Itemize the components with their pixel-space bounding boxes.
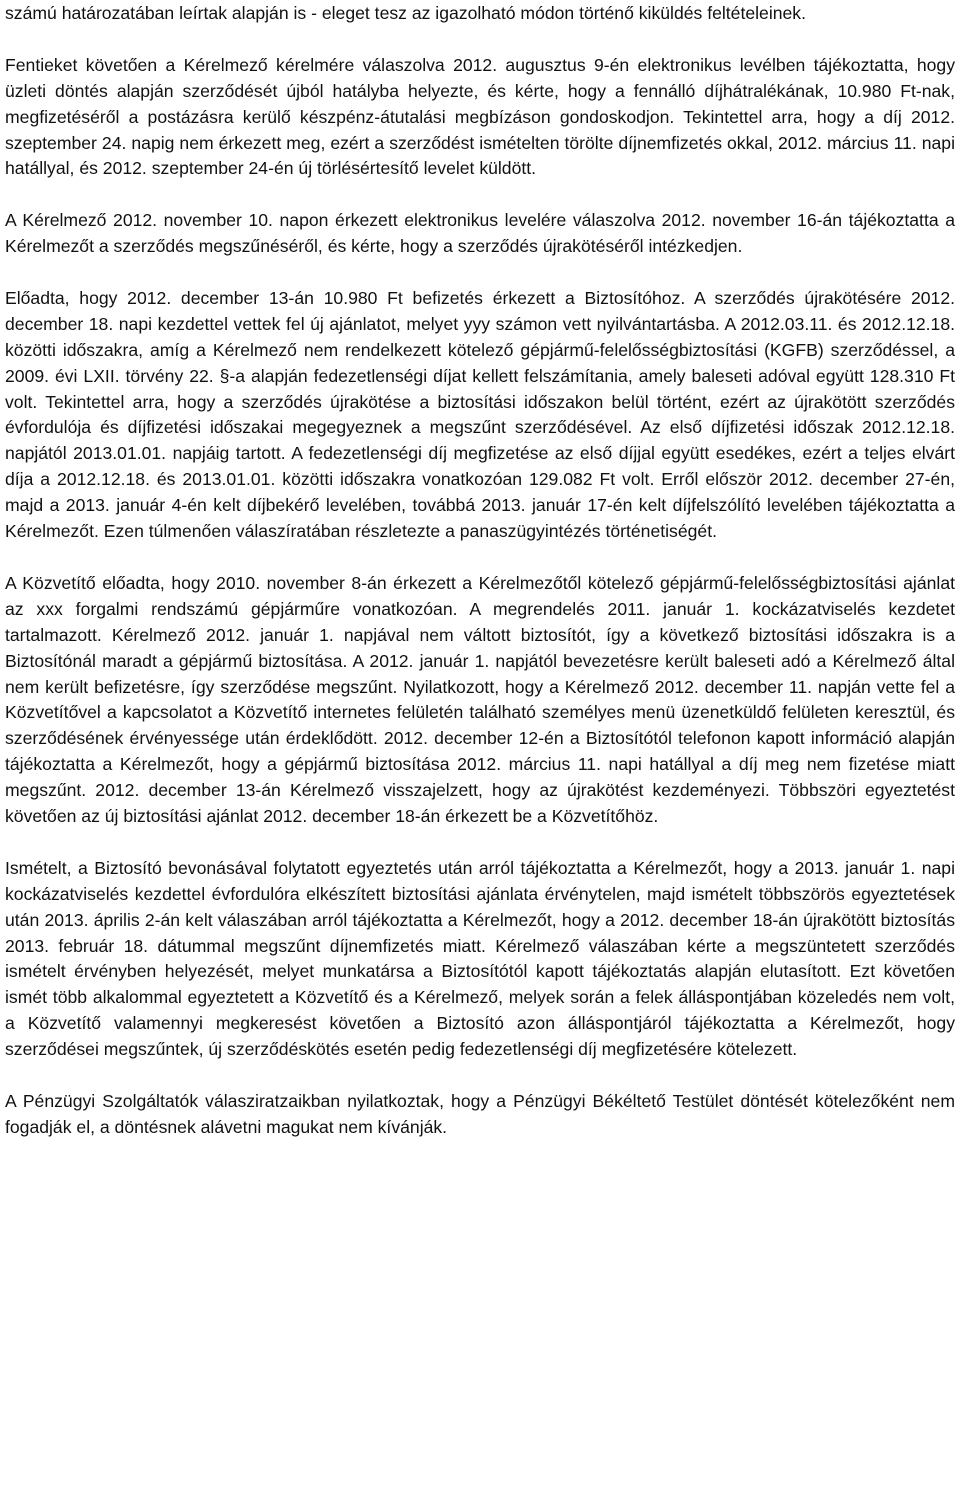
- paragraph-7: A Pénzügyi Szolgáltatók válasziratzaikban nyilatkoztak, hogy a Pénzügyi Békéltető Testület döntését kötelezőként nem fogadják el, a döntésnek alávetni magukat nem kívánják.: [5, 1090, 955, 1137]
- paragraph-4: Előadta, hogy 2012. december 13-án 10.980 Ft befizetés érkezett a Biztosítóhoz. A szerződés újrakötésére 2012. december 18. napi kezdettel vettek fel új ajánlatot, melyet yyy számon vett nyilvántartásba. A 2012.03.11. és 2012.12.18. közötti időszakra, amíg a Kérelmező nem rendelkezett kötelező gépjármű-felelősségbiztosítási (KGFB) szerződéssel, a 2009. évi LXII. törvény 22. §-a alapján fedezetlenségi díjat kellett felszámítania, amely baleseti adóval együtt 128.310 Ft volt. Tekintettel arra, hogy a szerződés újrakötése a biztosítási időszakon belül történt, ezért az újrakötött szerződés évfordulója és díjfizetési időszakai megegyeznek a megszűnt szerződésével. Az első díjfizetési időszak 2012.12.18. napjától 2013.01.01. napjáig tartott. A fedezetlenségi díj megfizetése az első díjjal együtt esedékes, ezért a teljes elvárt díja a 2012.12.18. és 2013.01.01. közötti időszakra vonatkozóan 129.082 Ft volt. Erről először 2012. december 27-én, majd a 2013. január 4-én kelt díjbekérő levelében, továbbá 2013. január 17-én kelt díjfelszólító levelében tájékoztatta a Kérelmezőt. Ezen túlmenően válaszíratában részletezte a panaszügyintézés történetiségét.: [5, 287, 955, 542]
- paragraph-3: A Kérelmező 2012. november 10. napon érkezett elektronikus levelére válaszolva 2012. november 16-án tájékoztatta a Kérelmezőt a szerződés megszűnéséről, és kérte, hogy a szerződés újrakötéséről intézkedjen.: [5, 210, 955, 257]
- paragraph-6: Ismételt, a Biztosító bevonásával folytatott egyeztetés után arról tájékoztatta a Kérelmezőt, hogy a 2013. január 1. napi kockázatviselés kezdettel évfordulóra elkészített biztosítási ajánlata érvénytelen, majd ismételt többszörös egyeztetések után 2013. április 2-án kelt válaszában arról tájékoztatta a Kérelmezőt, hogy a 2012. december 18-án újrakötött biztosítás 2013. február 18. dátummal megszűnt díjnemfizetés miatt. Kérelmező válaszában kérte a megszüntetett szerződés ismételt érvényben helyezését, melyet munkatársa a Biztosítótól kapott tájékoztatás alapján elutasított. Ezt követően ismét több alkalommal egyeztetett a Közvetítő és a Kérelmező, melyek során a felek álláspontjában közeledés nem volt, a Közvetítő valamennyi megkeresést követően a Biztosító azon álláspontjáról tájékoztatta a Kérelmezőt, hogy szerződései megszűntek, új szerződéskötés esetén pedig fedezetlenségi díj megfizetésére kötelezett.: [5, 857, 955, 1060]
- paragraph-5: A Közvetítő előadta, hogy 2010. november 8-án érkezett a Kérelmezőtől kötelező gépjármű-felelősségbiztosítási ajánlat az xxx forgalmi rendszámú gépjárműre vonatkozóan. A megrendelés 2011. január 1. kockázatviselés kezdetet tartalmazott. Kérelmező 2012. január 1. napjával nem váltott biztosítót, így a következő biztosítási időszakra is a Biztosítónál maradt a gépjármű biztosítása. A 2012. január 1. napjától bevezetésre került baleseti adó a Kérelmező által nem került befizetésre, így szerződése megszűnt. Nyilatkozott, hogy a Kérelmező 2012. december 11. napján vette fel a Közvetítővel a kapcsolatot a Közvetítő internetes felületén található személyes menü üzenetküldő felületen keresztül, és szerződésének érvényessége után érdeklődött. 2012. december 12-én a Biztosítótól telefonon kapott információ alapján tájékoztatta a Kérelmezőt, hogy a gépjármű biztosítása 2012. március 11. napi hatállyal a díj meg nem fizetése miatt megszűnt. 2012. december 13-án Kérelmező visszajelzett, hogy az újrakötést kezdeményezi. Többszöri egyeztetést követően az új biztosítási ajánlat 2012. december 18-án érkezett be a Közvetítőhöz.: [5, 572, 955, 827]
- paragraph-1: számú határozatában leírtak alapján is - eleget tesz az igazolható módon történő kiküldés feltételeinek.: [5, 3, 806, 23]
- document-page: [5, 1, 955, 1141]
- paragraph-2: Fentieket követően a Kérelmező kérelmére válaszolva 2012. augusztus 9-én elektronikus levélben tájékoztatta, hogy üzleti döntés alapján szerződését újból hatályba helyezte, és kérte, hogy a fennálló díjhátralékának, 10.980 Ft-nak, megfizetéséről a postázásra kerülő készpénz-átutalási megbízáson gondoskodjon. Tekintettel arra, hogy a díj 2012. szeptember 24. napig nem érkezett meg, ezért a szerződést ismételten törölte díjnemfizetés okkal, 2012. március 11. napi hatállyal, és 2012. szeptember 24-én új törlésértesítő levelet küldött.: [5, 54, 955, 179]
